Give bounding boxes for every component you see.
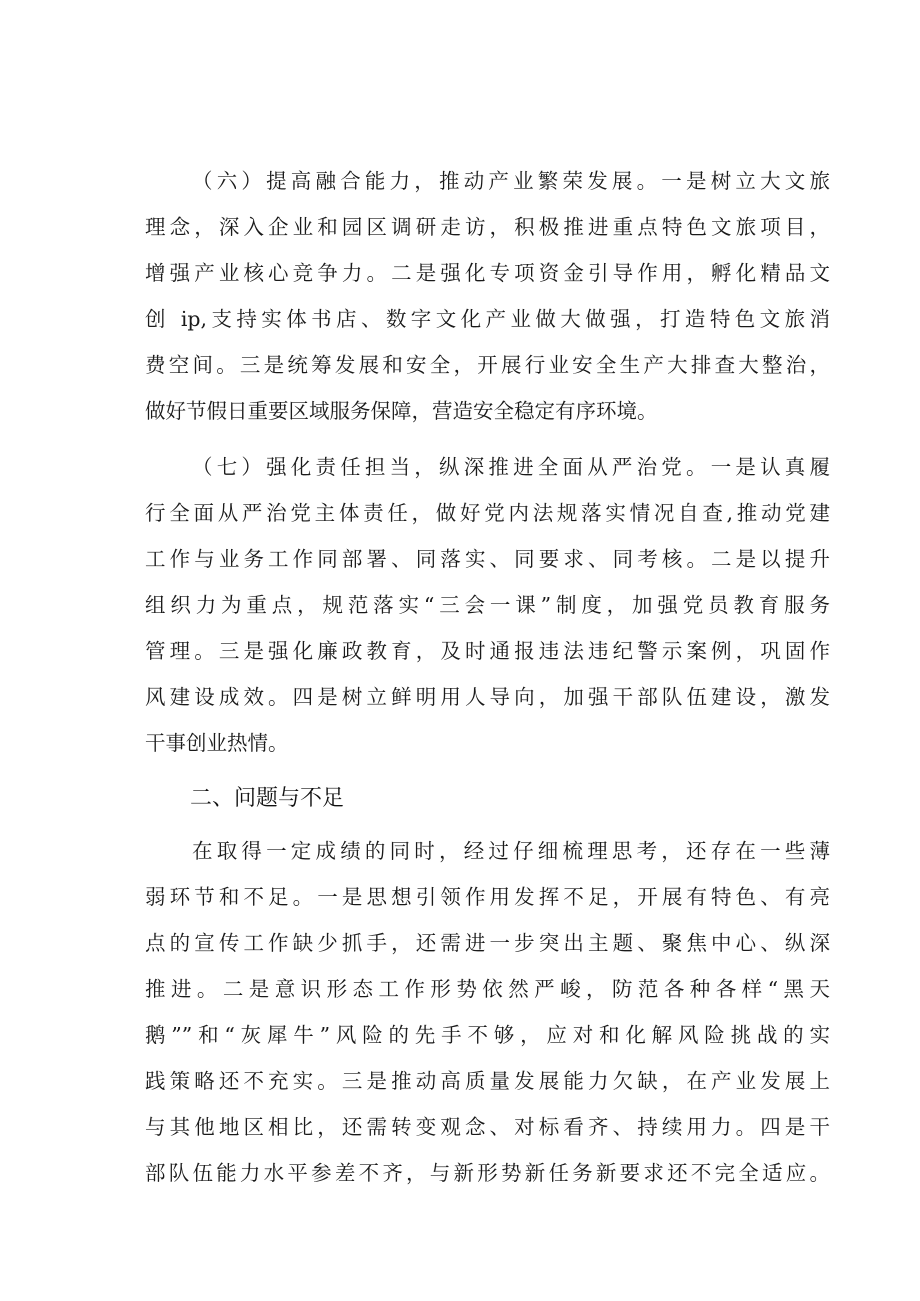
- text-line: 干事创业热情。: [145, 731, 289, 755]
- text-line: 点的宣传工作缺少抓手，还需进一步突出主题、聚焦中心、纵深: [145, 931, 830, 955]
- text-line: （六）提高融合能力，推动产业繁荣发展。一是树立大文旅: [192, 169, 830, 193]
- text-line: 风建设成效。四是树立鲜明用人导向，加强干部队伍建设，激发: [145, 685, 830, 709]
- text-line: 行全面从严治党主体责任，做好党内法规落实情况自查,推动党建: [145, 501, 830, 525]
- text-line: 理念，深入企业和园区调研走访，积极推进重点特色文旅项目，: [145, 215, 830, 239]
- text-line: 增强产业核心竞争力。二是强化专项资金引导作用，孵化精品文: [145, 261, 830, 285]
- text-line: 推进。二是意识形态工作形势依然严峻，防范各种各样“黑天: [145, 977, 830, 1001]
- text-line: 部队伍能力水平参差不齐，与新形势新任务新要求还不完全适应。: [145, 1161, 830, 1185]
- text-line: 与其他地区相比，还需转变观念、对标看齐、持续用力。四是干: [145, 1115, 830, 1139]
- text-line: 费空间。三是统筹发展和安全，开展行业安全生产大排查大整治，: [145, 353, 830, 377]
- section-heading: 二、问题与不足: [190, 786, 345, 811]
- text-line: 在取得一定成绩的同时，经过仔细梳理思考，还存在一些薄: [192, 839, 830, 863]
- text-line: 组织力为重点，规范落实“三会一课”制度，加强党员教育服务: [145, 593, 830, 617]
- text-line: 弱环节和不足。一是思想引领作用发挥不足，开展有特色、有亮: [145, 885, 830, 909]
- text-line: 创 ip,支持实体书店、数字文化产业做大做强，打造特色文旅消: [145, 307, 830, 331]
- text-line: 鹅””和“灰犀牛”风险的先手不够，应对和化解风险挑战的实: [145, 1023, 830, 1047]
- text-line: （七）强化责任担当，纵深推进全面从严治党。一是认真履: [192, 455, 830, 479]
- text-line: 工作与业务工作同部署、同落实、同要求、同考核。二是以提升: [145, 547, 830, 571]
- text-line: 做好节假日重要区域服务保障，营造安全稳定有序环境。: [145, 399, 658, 423]
- text-line: 管理。三是强化廉政教育，及时通报违法违纪警示案例，巩固作: [145, 639, 830, 663]
- text-line: 践策略还不充实。三是推动高质量发展能力欠缺，在产业发展上: [145, 1069, 830, 1093]
